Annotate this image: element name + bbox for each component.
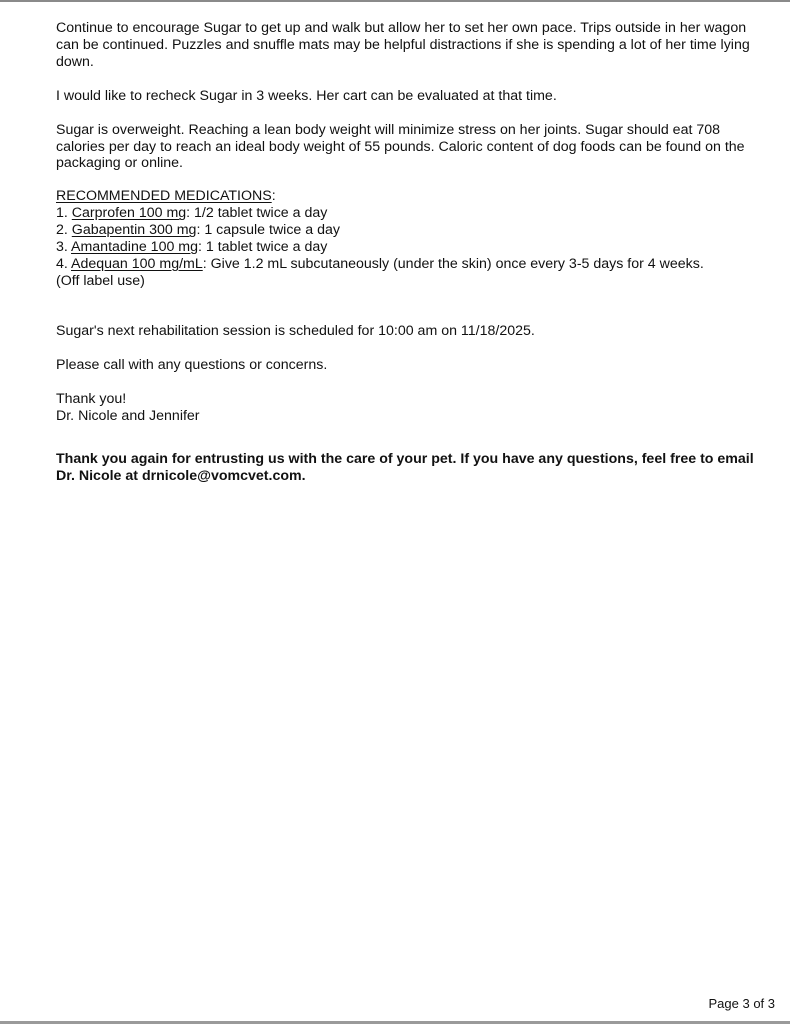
medication-name: Amantadine 100 mg bbox=[71, 239, 198, 256]
page-number: Page 3 of 3 bbox=[708, 996, 775, 1011]
medication-note: (Off label use) bbox=[56, 272, 145, 289]
medication-name: Carprofen 100 mg bbox=[71, 205, 187, 222]
next-session-text: Sugar's next rehabilitation session is scheduled for 10:00 am on 11/18/2025. bbox=[56, 322, 535, 339]
medication-name: Gabapentin 300 mg bbox=[71, 222, 197, 239]
medications-heading-line: RECOMMENDED MEDICATIONS: bbox=[56, 188, 276, 205]
paragraph-weight: Sugar is overweight. Reaching a lean body weight will minimize stress on her joints. Sugar should eat 708 calories per day to reach an ideal body weight of 55 pounds. Caloric content of dog foods can be found on the packaging or online. bbox=[56, 121, 745, 172]
signature-text: Dr. Nicole and Jennifer bbox=[56, 407, 200, 424]
signature-block bbox=[56, 391, 756, 425]
medication-item: 4. Adequan 100 mg/mL: Give 1.2 mL subcutaneously (under the skin) once every 3-5 days for 4 weeks. bbox=[56, 255, 704, 272]
document-body bbox=[56, 20, 756, 485]
medications-section bbox=[56, 188, 756, 289]
questions-text: Please call with any questions or concerns. bbox=[56, 356, 328, 373]
medications-heading: RECOMMENDED MEDICATIONS bbox=[56, 188, 272, 205]
final-note: Thank you again for entrusting us with the care of your pet. If you have any questions, feel free to email Dr. Nicole at drnicole@vomcvet.com. bbox=[56, 451, 754, 485]
medication-item: 1. Carprofen 100 mg: 1/2 tablet twice a day bbox=[56, 205, 328, 222]
medication-item: 3. Amantadine 100 mg: 1 tablet twice a day bbox=[56, 239, 328, 256]
paragraph-recheck: I would like to recheck Sugar in 3 weeks. Her cart can be evaluated at that time. bbox=[56, 87, 557, 104]
medication-item: 2. Gabapentin 300 mg: 1 capsule twice a day bbox=[56, 222, 340, 239]
paragraph-activity: Continue to encourage Sugar to get up and walk but allow her to set her own pace. Trips outside in her wagon can be continued. Puzzles and snuffle mats may be helpful distractions if she is spending a lot of her time lying down. bbox=[56, 20, 750, 70]
closing-text: Thank you! bbox=[56, 390, 127, 407]
top-divider bbox=[0, 0, 790, 2]
medication-name: Adequan 100 mg/mL bbox=[71, 255, 203, 272]
